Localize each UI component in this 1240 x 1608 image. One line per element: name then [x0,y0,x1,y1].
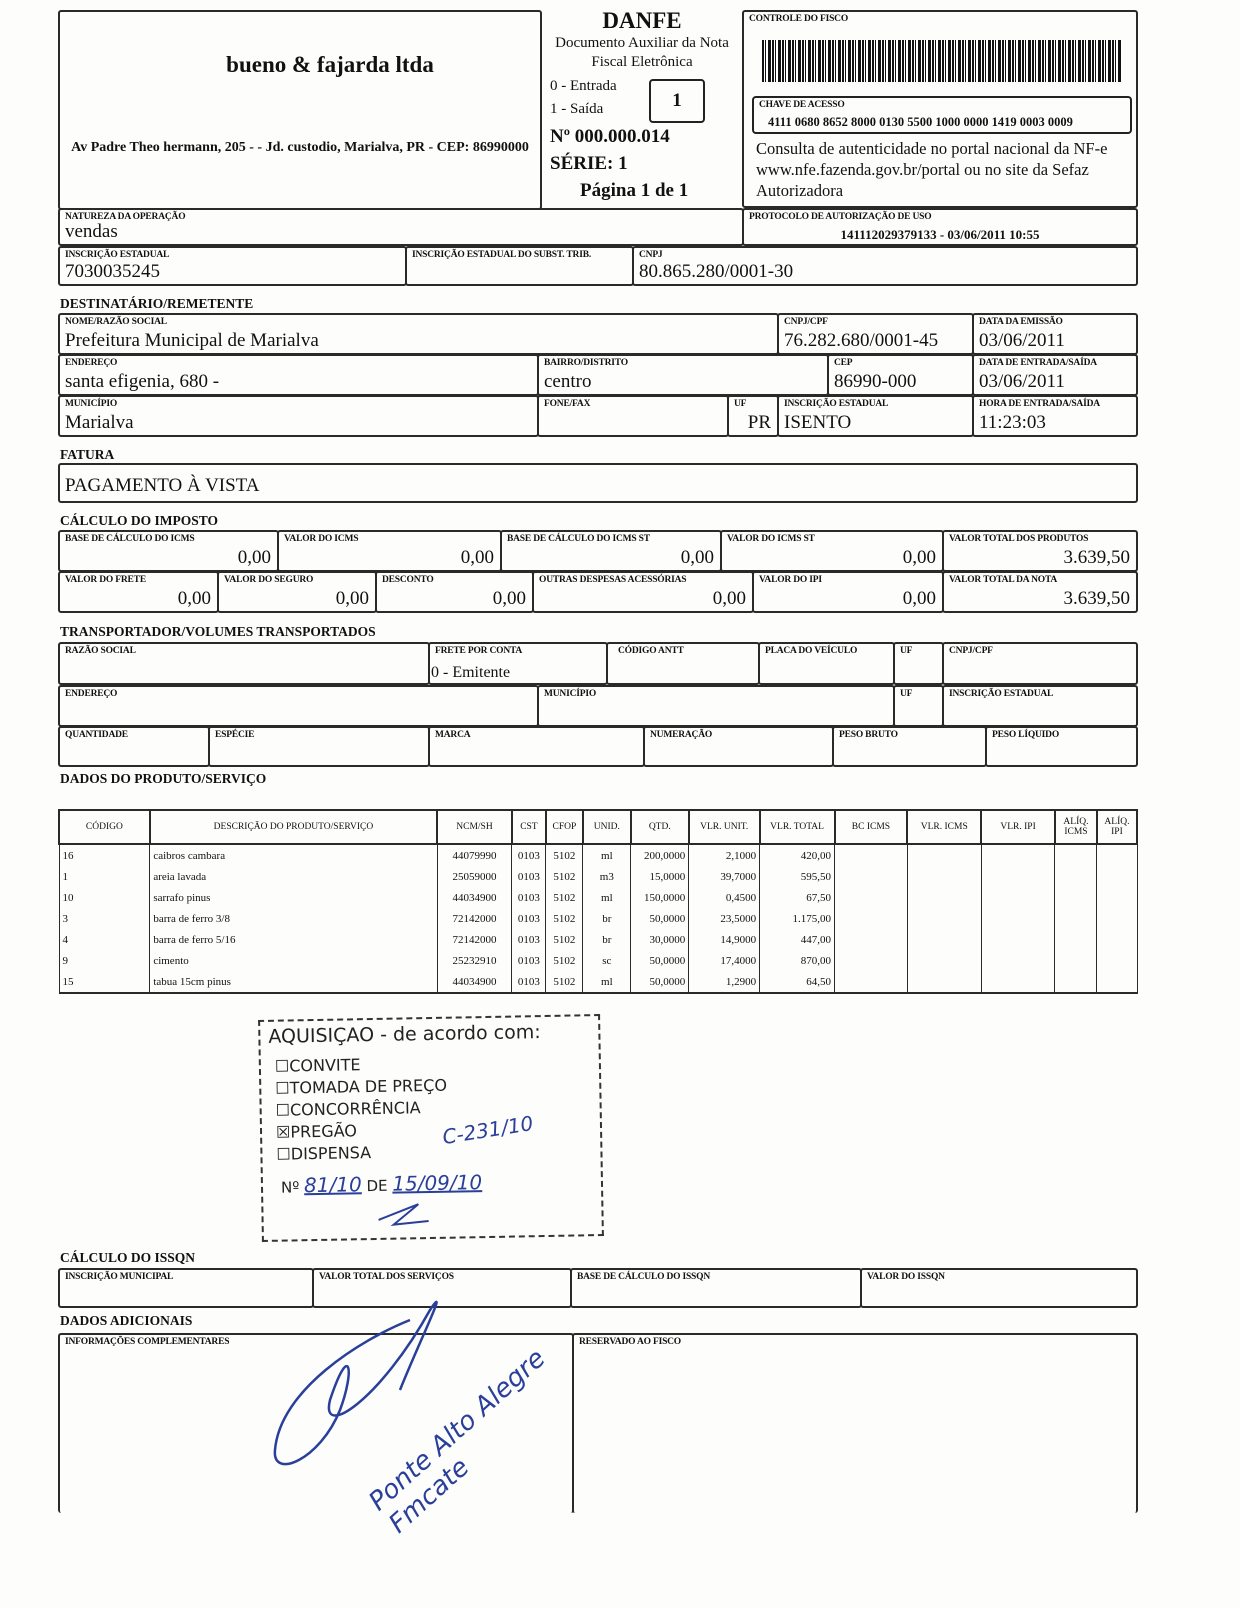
label: UF [734,399,747,409]
label: CNPJ/CPF [784,317,828,327]
value: centro [544,371,592,392]
table-cell [1097,887,1137,908]
transp-endereco [58,685,539,727]
table-cell: 0103 [512,866,546,887]
numero-label: Nº [280,1178,300,1197]
label: CEP [834,358,853,368]
table-cell: sarrafo pinus [150,887,437,908]
label: FONE/FAX [544,399,591,409]
tax-field [58,530,279,572]
column-header: CST [512,810,546,844]
dest-cep [827,354,974,396]
table-cell: m3 [583,866,631,887]
column-header: VLR. UNIT. [689,810,760,844]
table-cell [1055,950,1097,971]
saida-label: 1 - Saída [550,101,604,117]
table-cell: 44034900 [437,887,512,908]
table-row [59,887,1137,908]
table-cell: 5102 [546,971,583,993]
table-cell: 5102 [546,908,583,929]
emitente-name: bueno & fajarda ltda [226,52,434,77]
transp-municipio [537,685,895,727]
table-cell: 15 [59,971,150,993]
transp-placa [758,642,895,685]
option-label: TOMADA DE PREÇO [289,1075,448,1098]
table-cell [981,887,1055,908]
tax-field [720,530,944,572]
table-cell: ml [583,887,631,908]
dest-fone [537,395,729,437]
label: PESO BRUTO [839,730,898,740]
table-cell [1097,950,1137,971]
table-cell: ml [583,844,631,866]
stamp-signature-icon [373,1199,434,1230]
table-cell [907,866,981,887]
value: 03/06/2011 [979,330,1065,351]
danfe-box [542,8,742,208]
label: RESERVADO AO FISCO [579,1337,681,1347]
table-cell: barra de ferro 5/16 [150,929,437,950]
tax-field [532,571,754,613]
issqn-valor [860,1268,1138,1308]
table-cell: 1.175,00 [760,908,835,929]
value: 0,00 [902,588,936,609]
table-cell: 23,5000 [689,908,760,929]
label: INSCRIÇÃO ESTADUAL DO SUBST. TRIB. [412,250,592,260]
issqn-base [570,1268,862,1308]
tax-field [942,571,1138,613]
value: 0,00 [492,588,526,609]
dest-uf [727,395,779,437]
tax-field [217,571,377,613]
label: VALOR DO ISSQN [867,1272,945,1282]
ie-field [58,246,407,286]
cnpj-field [632,246,1138,286]
table-cell: 25059000 [437,866,512,887]
reservado-fisco [572,1333,1138,1513]
products-table [58,809,1138,994]
table-cell: 0,4500 [689,887,760,908]
natureza-field [58,208,744,246]
label: MARCA [435,730,471,740]
label: UF [900,689,913,699]
table-row [59,844,1137,866]
table-cell [1055,971,1097,993]
checkbox-icon: ☐ [275,1100,291,1120]
label: OUTRAS DESPESAS ACESSÓRIAS [539,575,687,585]
table-cell [1097,866,1137,887]
tax-field [942,530,1138,572]
stamp-option [276,1141,448,1166]
ie-st-field [405,246,634,286]
option-label: DISPENSA [290,1143,372,1164]
table-cell: 5102 [546,866,583,887]
table-row [59,950,1137,971]
nota-serie: SÉRIE: 1 [550,153,628,174]
table-cell: 595,50 [760,866,835,887]
table-cell [907,887,981,908]
table-cell: 5102 [546,950,583,971]
vol-numeracao [643,726,834,767]
label: MUNICÍPIO [65,399,118,409]
value: 0,00 [902,547,936,568]
table-cell: ml [583,971,631,993]
tax-field [500,530,722,572]
table-cell: 5102 [546,929,583,950]
value: 0,00 [177,588,211,609]
label: BASE DE CÁLCULO DO ICMS ST [507,534,650,544]
column-header: NCM/SH [437,810,512,844]
column-header: VLR. IPI [981,810,1055,844]
table-cell: 447,00 [760,929,835,950]
table-cell [835,950,908,971]
chave-value: 4111 0680 8652 8000 0130 5500 1000 0000 1419 0003 0009 [768,115,1073,129]
vol-peso-bruto [832,726,987,767]
transp-ie [942,685,1138,727]
table-cell [907,844,981,866]
label: PLACA DO VEÍCULO [765,646,858,656]
value: 0,00 [335,588,369,609]
label: VALOR TOTAL DOS SERVIÇOS [319,1272,454,1282]
table-cell: 72142000 [437,908,512,929]
table-cell: br [583,929,631,950]
value: Marialva [65,412,134,433]
nota-numero: Nº 000.000.014 [550,126,670,147]
stamp-option [275,1053,447,1078]
option-label: CONCORRÊNCIA [289,1098,421,1120]
vol-peso-liquido [985,726,1138,767]
table-cell: 0103 [512,971,546,993]
numero-value: 81/10 [303,1172,362,1198]
table-cell: 14,9000 [689,929,760,950]
tax-field [752,571,944,613]
transp-antt [606,642,760,685]
danfe-title: DANFE [602,8,682,33]
label: INSCRIÇÃO ESTADUAL [784,399,889,409]
tax-field [58,571,219,613]
table-cell [1097,929,1137,950]
pregao-ref: C-231/10 [440,1110,535,1150]
table-cell: 4 [59,929,150,950]
dest-cnpj [777,313,974,355]
section-fatura: FATURA [60,447,115,462]
dest-bairro [537,354,829,396]
table-cell: 50,0000 [631,908,689,929]
emitente-box [58,10,542,210]
table-cell [1055,929,1097,950]
label: VALOR DO ICMS ST [727,534,815,544]
value: 76.282.680/0001-45 [784,330,939,351]
table-cell: 5102 [546,887,583,908]
table-cell [907,971,981,993]
chave-label: CHAVE DE ACESSO [759,100,845,110]
column-header: QTD. [631,810,689,844]
entrada-label: 0 - Entrada [550,78,617,94]
checkbox-icon: ☒ [275,1122,291,1142]
table-cell: 0103 [512,950,546,971]
section-transportador: TRANSPORTADOR/VOLUMES TRANSPORTADOS [60,624,376,639]
table-cell [1055,908,1097,929]
label: CNPJ/CPF [949,646,993,656]
table-cell: tabua 15cm pinus [150,971,437,993]
label: VALOR TOTAL DA NOTA [949,575,1058,585]
label: ESPÉCIE [215,730,255,740]
table-cell: 15,0000 [631,866,689,887]
label: VALOR DO SEGURO [224,575,314,585]
fatura-box [58,463,1138,503]
table-cell [907,929,981,950]
label: ENDEREÇO [65,358,118,368]
value: 0,00 [680,547,714,568]
acquisition-stamp [258,1014,604,1242]
table-cell: cimento [150,950,437,971]
pagina: Página 1 de 1 [580,180,689,201]
table-cell: 1 [59,866,150,887]
label: VALOR DO FRETE [65,575,146,585]
checkbox-icon: ☐ [275,1078,290,1098]
section-adicionais: DADOS ADICIONAIS [60,1313,193,1328]
option-label: PREGÃO [290,1121,358,1142]
label: BASE DE CÁLCULO DO ISSQN [577,1272,710,1282]
column-header: DESCRIÇÃO DO PRODUTO/SERVIÇO [150,810,437,844]
table-cell: 5102 [546,844,583,866]
protocolo-field [742,208,1138,246]
table-cell: 67,50 [760,887,835,908]
table-cell [835,908,908,929]
label: MUNICÍPIO [544,689,597,699]
section-destinatario: DESTINATÁRIO/REMETENTE [60,296,254,311]
label: HORA DE ENTRADA/SAÍDA [979,399,1100,409]
table-cell: 16 [59,844,150,866]
table-cell: 0103 [512,844,546,866]
table-cell: 0103 [512,887,546,908]
dest-municipio [58,395,539,437]
de-label: DE [366,1176,388,1196]
label: BASE DE CÁLCULO DO ICMS [65,534,195,544]
vol-marca [428,726,645,767]
dest-emissao [972,313,1138,355]
table-cell [1097,908,1137,929]
label: CÓDIGO ANTT [618,646,684,656]
table-cell [835,887,908,908]
dest-ie [777,395,974,437]
value: vendas [65,221,118,242]
table-cell [981,908,1055,929]
table-cell: 44079990 [437,844,512,866]
table-cell: barra de ferro 3/8 [150,908,437,929]
table-cell: 44034900 [437,971,512,993]
label: BAIRRO/DISTRITO [544,358,628,368]
label: RAZÃO SOCIAL [65,646,136,656]
dest-endereco [58,354,539,396]
table-cell [981,950,1055,971]
table-cell: 200,0000 [631,844,689,866]
table-cell [1097,844,1137,866]
table-row [59,929,1137,950]
column-header: VLR. ICMS [907,810,981,844]
label: QUANTIDADE [65,730,128,740]
table-cell: 72142000 [437,929,512,950]
table-cell: caibros cambara [150,844,437,866]
table-cell: br [583,908,631,929]
value: 0,00 [460,547,494,568]
data-value: 15/09/10 [392,1170,483,1196]
table-cell: 420,00 [760,844,835,866]
label: INFORMAÇÕES COMPLEMENTARES [65,1337,230,1347]
table-cell: 30,0000 [631,929,689,950]
table-cell: 870,00 [760,950,835,971]
value: 0,00 [237,547,271,568]
vol-especie [208,726,430,767]
table-cell: 150,0000 [631,887,689,908]
transp-cnpj [942,642,1138,685]
handwritten-note: Ponte Alto Alegre Fmcate [363,1343,552,1540]
transp-uf2 [893,685,944,727]
table-cell [981,866,1055,887]
transp-uf [893,642,944,685]
column-header: VLR. TOTAL [760,810,835,844]
vol-quantidade [58,726,210,767]
stamp-option [275,1097,447,1122]
table-cell [981,971,1055,993]
label: NUMERAÇÃO [650,730,713,740]
table-cell: 2,1000 [689,844,760,866]
value: 0 - Emitente [431,664,511,681]
label: PESO LÍQUIDO [992,730,1060,740]
column-header: UNID. [583,810,631,844]
table-cell: sc [583,950,631,971]
table-cell [981,929,1055,950]
table-cell: 3 [59,908,150,929]
table-cell [835,866,908,887]
table-cell [835,844,908,866]
table-cell: 0103 [512,908,546,929]
value: 0,00 [712,588,746,609]
consulta-text: Consulta de autenticidade no portal nacional da NF-e www.nfe.fazenda.gov.br/portal ou no site da Sefaz Autorizadora [756,139,1108,200]
transp-frete [428,642,608,685]
stamp-title: AQUISIÇAO - de acordo com: [268,1021,541,1048]
table-cell: 64,50 [760,971,835,993]
option-label: CONVITE [289,1055,361,1076]
section-produtos: DADOS DO PRODUTO/SERVIÇO [60,771,267,786]
value: 3.639,50 [1063,547,1130,568]
table-cell [907,950,981,971]
label: UF [900,646,913,656]
column-header: BC ICMS [835,810,908,844]
table-cell [1055,844,1097,866]
table-cell [835,971,908,993]
chave-box [752,96,1132,134]
dest-nome [58,313,779,355]
danfe-subtitle: Documento Auxiliar da Nota Fiscal Eletrônica [555,35,729,70]
value: 141112029379133 - 03/06/2011 10:55 [840,227,1040,242]
table-cell: areia lavada [150,866,437,887]
table-cell [835,929,908,950]
column-header: ALÍQ. ICMS [1055,810,1097,844]
label: FRETE POR CONTA [435,646,523,656]
table-row [59,866,1137,887]
table-cell: 50,0000 [631,950,689,971]
label: VALOR DO ICMS [284,534,359,544]
value: 80.865.280/0001-30 [639,261,794,282]
fisco-box [742,10,1138,208]
fatura-value: PAGAMENTO À VISTA [65,475,260,496]
transp-razao [58,642,430,685]
tipo-box: 1 [649,79,705,123]
table-row [59,908,1137,929]
column-header: CÓDIGO [59,810,150,844]
table-cell [1097,971,1137,993]
label: DATA DA EMISSÃO [979,317,1063,327]
emitente-address: Av Padre Theo hermann, 205 - - Jd. custodio, Marialva, PR - CEP: 86990000 [71,140,529,155]
controle-label: CONTROLE DO FISCO [749,14,849,24]
label: NOME/RAZÃO SOCIAL [65,317,167,327]
table-cell: 17,4000 [689,950,760,971]
stamp-option [276,1119,448,1144]
tax-field [277,530,502,572]
dest-hora [972,395,1138,437]
label: CNPJ [639,250,663,260]
barcode [762,40,1122,82]
label: INSCRIÇÃO ESTADUAL [65,250,170,260]
label: ENDEREÇO [65,689,118,699]
label: INSCRIÇÃO ESTADUAL [949,689,1054,699]
stamp-option [275,1075,447,1100]
table-cell: 25232910 [437,950,512,971]
value: 86990-000 [834,371,917,392]
table-cell: 9 [59,950,150,971]
table-cell [907,908,981,929]
label: PROTOCOLO DE AUTORIZAÇÃO DE USO [749,212,932,222]
dest-entrada [972,354,1138,396]
value: PR [747,412,771,433]
tax-field [375,571,534,613]
table-cell: 39,7000 [689,866,760,887]
value: 3.639,50 [1063,588,1130,609]
section-issqn: CÁLCULO DO ISSQN [60,1250,196,1265]
table-cell: 0103 [512,929,546,950]
table-cell [1055,866,1097,887]
table-cell [1055,887,1097,908]
label: NATUREZA DA OPERAÇÃO [65,212,186,222]
label: VALOR TOTAL DOS PRODUTOS [949,534,1089,544]
column-header: ALÍQ. IPI [1097,810,1137,844]
label: DESCONTO [382,575,434,585]
value: 11:23:03 [979,412,1046,433]
value: santa efigenia, 680 - [65,371,220,392]
checkbox-icon: ☐ [276,1144,291,1164]
label: VALOR DO IPI [759,575,822,585]
value: 03/06/2011 [979,371,1065,392]
table-cell [981,844,1055,866]
value: Prefeitura Municipal de Marialva [65,330,319,351]
table-cell: 1,2900 [689,971,760,993]
table-cell: 50,0000 [631,971,689,993]
table-row [59,971,1137,993]
value: 7030035245 [65,261,160,282]
label: DATA DE ENTRADA/SAÍDA [979,358,1097,368]
checkbox-icon: ☐ [274,1056,290,1076]
value: ISENTO [784,412,852,433]
table-cell: 10 [59,887,150,908]
column-header: CFOP [546,810,583,844]
label: INSCRIÇÃO MUNICIPAL [65,1272,174,1282]
section-imposto: CÁLCULO DO IMPOSTO [60,513,219,528]
